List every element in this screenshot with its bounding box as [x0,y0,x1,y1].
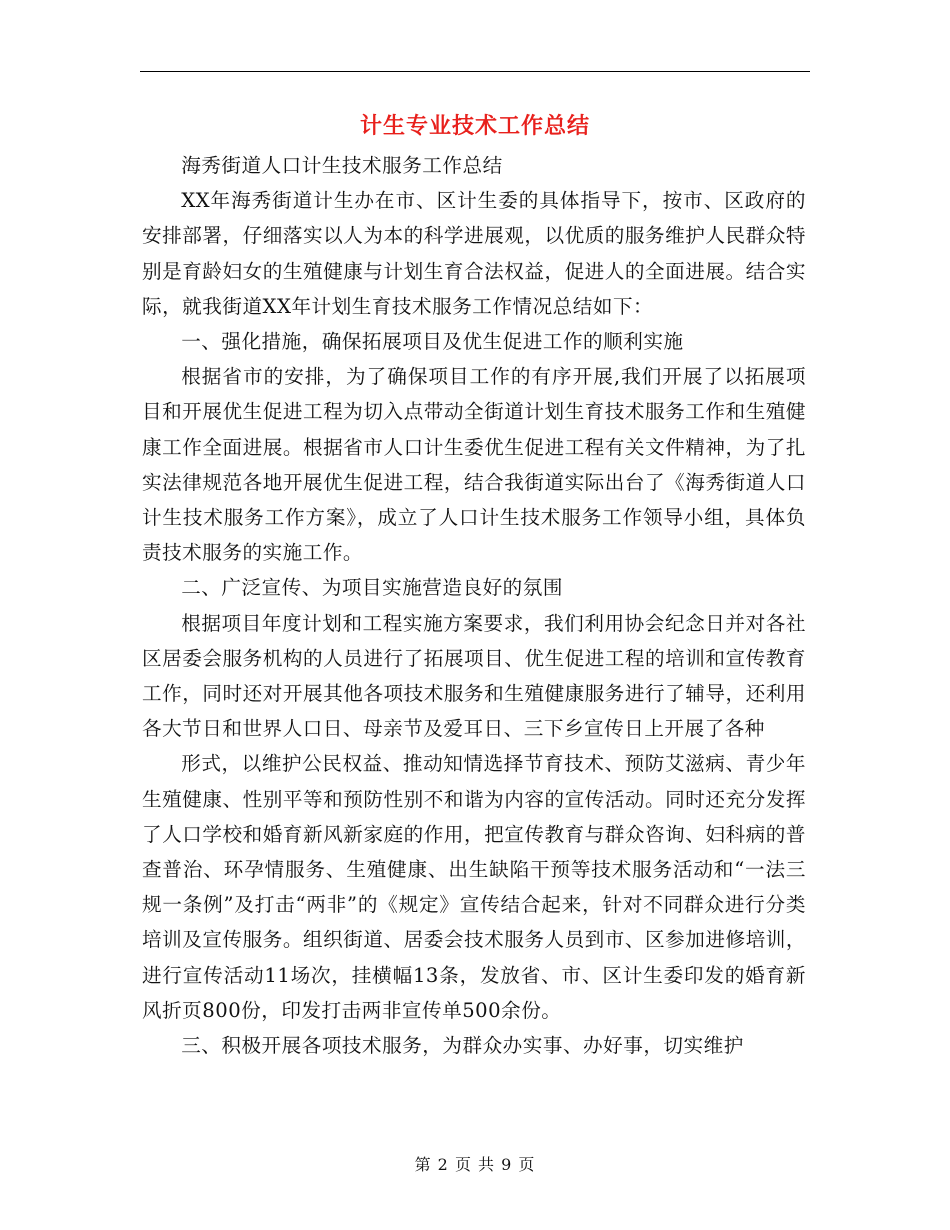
body-paragraph: 形式，以维护公民权益、推动知情选择节育技术、预防艾滋病、青少年生殖健康、性别平等和预防性别不和谐为内容的宣传活动。同时还充分发挥了人口学校和婚育新风新家庭的作用，把宣传教育与群众咨询、妇科病的普查普治、环孕情服务、生殖健康、出生缺陷干预等技术服务活动和“一法三规一条例”及打击“两非”的《规定》宣传结合起来，针对不同群众进行分类培训及宣传服务。组织街道、居委会技术服务人员到市、区参加进修培训，进行宣传活动11场次，挂横幅13条，发放省、市、区计生委印发的婚育新风折页800份，印发打击两非宣传单500余份。 [142,752,806,1022]
section-heading-1: 一、强化措施，确保拓展项目及优生促进工作的顺利实施 [181,330,684,354]
body-paragraph: 根据项目年度计划和工程实施方案要求，我们利用协会纪念日并对各社区居委会服务机构的人员进行了拓展项目、优生促进工程的培训和宣传教育工作，同时还对开展其他各项技术服务和生殖健康服务进行了辅导，还利用各大节日和世界人口日、母亲节及爱耳日、三下乡宣传日上开展了各种 [142,611,806,741]
document-title: 计生专业技术工作总结 [359,113,590,139]
subtitle-paragraph: 海秀街道人口计生技术服务工作总结 [181,154,503,177]
body-paragraph: 根据省市的安排，为了确保项目工作的有序开展,我们开展了以拓展项目和开展优生促进工程为切入点带动全街道计划生育技术服务工作和生殖健康工作全面进展。根据省市人口计生委优生促进工程有关文件精神，为了扎实法律规范各地开展优生促进工程，结合我街道实际出台了《海秀街道人口计生技术服务工作方案》，成立了人口计生技术服务工作领导小组，具体负责技术服务的实施工作。 [142,365,806,565]
page-number-footer: 第 2 页 共 9 页 [414,1155,536,1174]
header-rule [140,71,810,72]
document-body [142,148,806,1063]
section-heading-3: 三、积极开展各项技术服务，为群众办实事、办好事，切实维护 [181,1034,744,1058]
section-heading-2: 二、广泛宣传、为项目实施营造良好的氛围 [181,576,563,600]
intro-paragraph: XX年海秀街道计生办在市、区计生委的具体指导下，按市、区政府的安排部署，仔细落实以人为本的科学进展观，以优质的服务维护人民群众特别是育龄妇女的生殖健康与计划生育合法权益，促进人的全面进展。结合实际，就我街道XX年计划生育技术服务工作情况总结如下： [142,189,806,318]
